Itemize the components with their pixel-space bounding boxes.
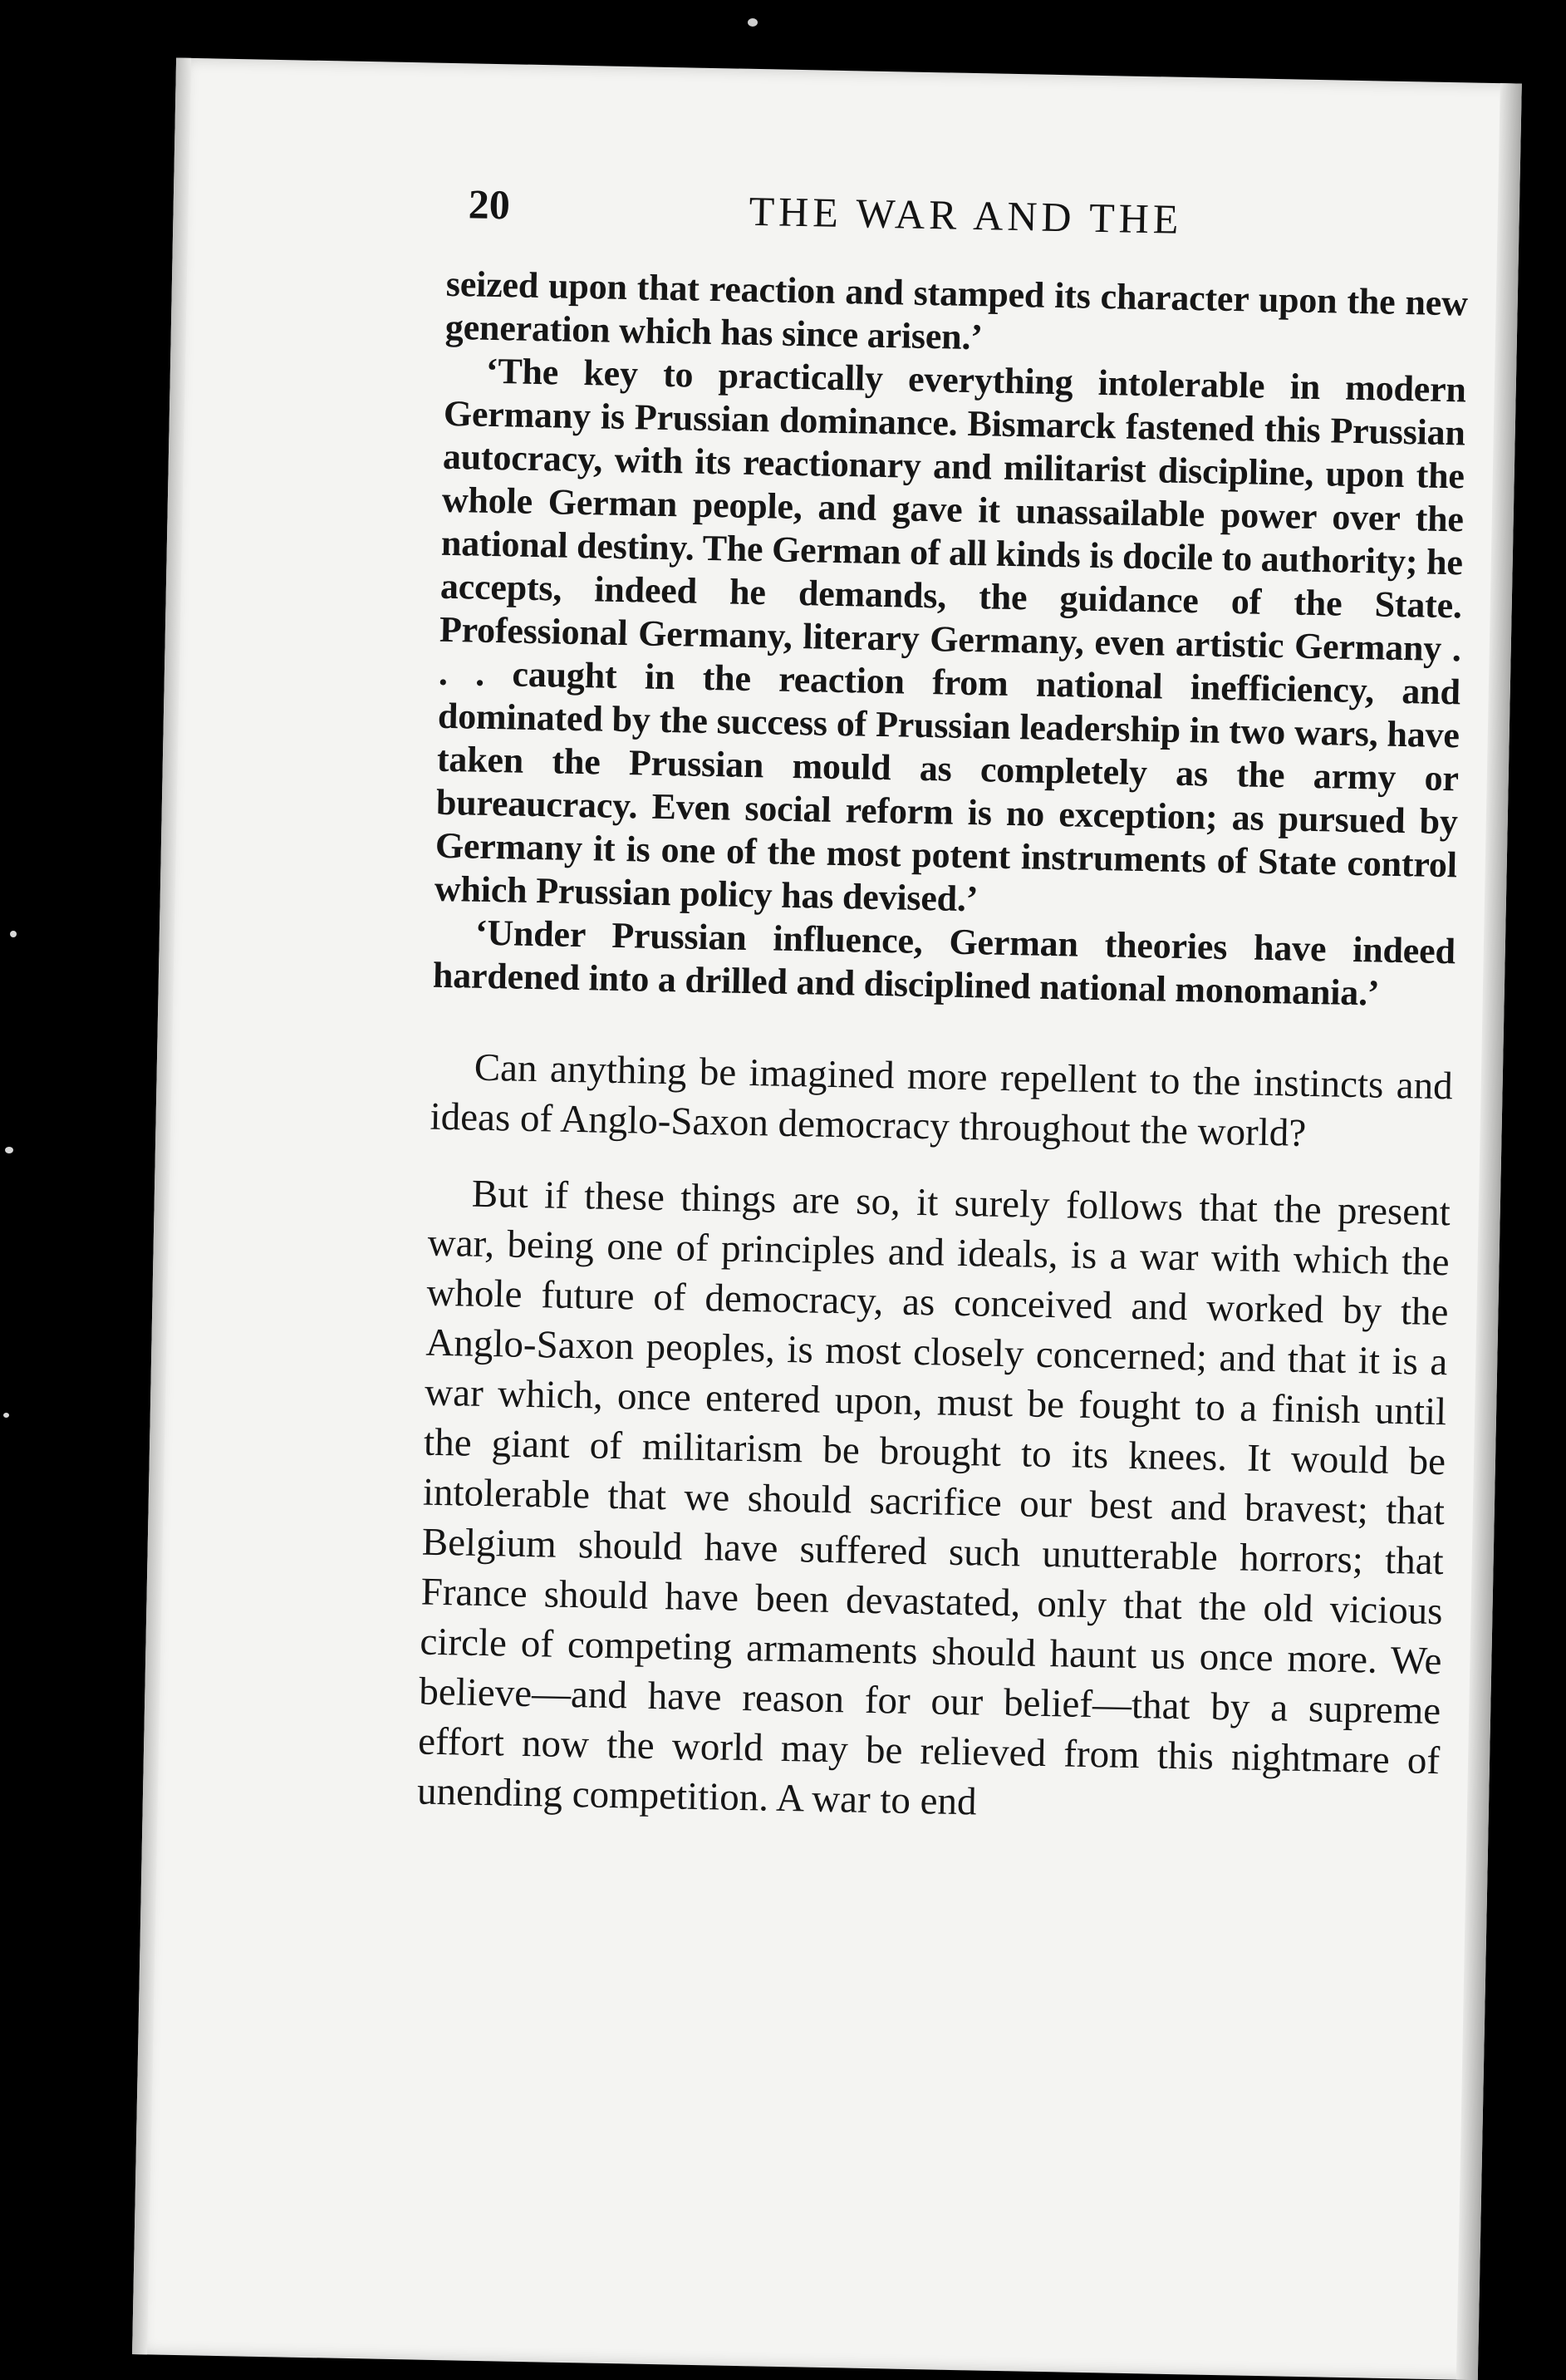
scan-speck — [748, 18, 758, 27]
page-binding-shadow — [132, 58, 191, 2355]
running-head: THE WAR AND THE — [749, 187, 1183, 243]
page-right-edge — [1456, 83, 1522, 2380]
quote-paragraph: ‘The key to practically everything intolerable in modern Germany is Prussian dominance. Bismarck fastened this Prussian autocracy, with its reactionary and militarist discipline, upon the whole German people, and gave it unassailable power over the national destiny. The German of all kinds is docile to authority; he accepts, indeed he demands, the guidance of the State. Professional Germany, literary Germany, even artistic Germany . . . caught in the reaction from national inefficiency, and dominated by the success of Prussian leadership in two wars, have taken the Prussian mould as completely as the army or bureaucracy. Even social reform is no exception; as pursued by Germany it is one of the most potent instruments of State control which Prussian policy has devised.’ — [434, 350, 1467, 920]
page-header — [468, 179, 1465, 257]
quote-paragraph: ‘Under Prussian influence, German theories have indeed hardened into a drilled and disciplined national monomania.’ — [432, 912, 1456, 1014]
page-number: 20 — [468, 180, 511, 229]
body-paragraph: Can anything be imagined more repellent to the instincts and ideas of Anglo-Saxon democracy throughout the world? — [430, 1045, 1454, 1155]
quote-paragraph: seized upon that reaction and stamped its character upon the new generation which has since arisen.’ — [444, 263, 1469, 358]
page-body — [417, 263, 1469, 1836]
book-page — [132, 58, 1522, 2380]
body-paragraph: But if these things are so, it surely follows that the present war, being one of principles and ideals, is a war with which the whole future of democracy, as conceived and worked by the Anglo-Saxon peoples, is most closely concerned; and that it is a war which, once entered upon, must be fought to a finish until the giant of militarism be brought to its knees. It would be intolerable that we should sacrifice our best and bravest; that Belgium should have suffered such unutterable horrors; that France should have been devastated, only that the old vicious circle of competing armaments should haunt us once more. We believe—and have reason for our belief—that by a supreme effort now the world may be relieved from this nightmare of unending competition. A war to end — [416, 1172, 1451, 1824]
